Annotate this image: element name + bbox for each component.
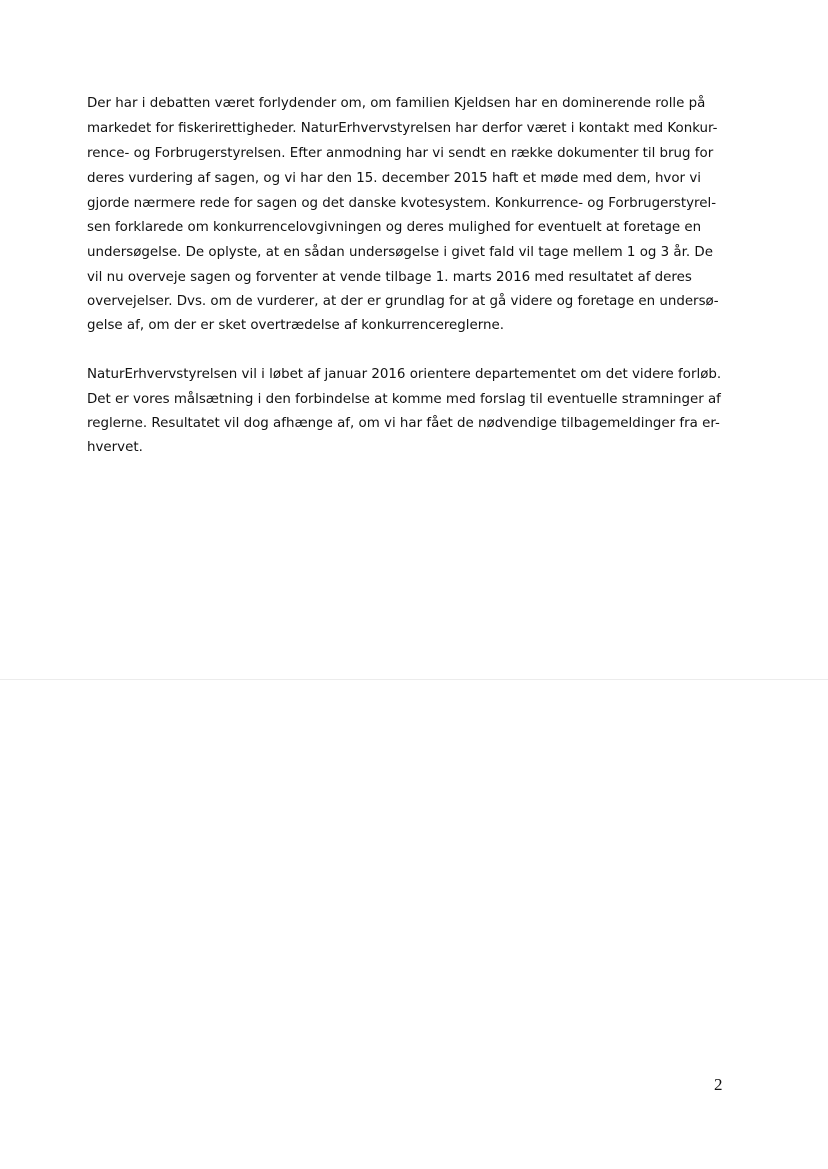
text-line: gjorde nærmere rede for sagen og det danske kvotesystem. Konkurrence- og Forbrugerstyrel- — [87, 196, 717, 211]
text-line: reglerne. Resultatet vil dog afhænge af, om vi har fået de nødvendige tilbagemeldinger fra er- — [87, 416, 720, 431]
text-line: undersøgelse. De oplyste, at en sådan undersøgelse i givet fald vil tage mellem 1 og 3 år. De — [87, 245, 713, 260]
page-number: 2 — [714, 1075, 723, 1094]
text-line: Der har i debatten været forlydender om, om familien Kjeldsen har en dominerende rolle på — [87, 96, 706, 111]
text-line: markedet for fiskerirettigheder. NaturErhvervstyrelsen har derfor været i kontakt med Konkur- — [87, 121, 718, 136]
text-line: vil nu overveje sagen og forventer at vende tilbage 1. marts 2016 med resultatet af deres — [87, 270, 692, 285]
text-line: deres vurdering af sagen, og vi har den 15. december 2015 haft et møde med dem, hvor vi — [87, 171, 701, 186]
text-line: gelse af, om der er sket overtrædelse af konkurrencereglerne. — [87, 318, 504, 333]
text-line: overvejelser. Dvs. om de vurderer, at der er grundlag for at gå videre og foretage en undersø- — [87, 294, 719, 309]
text-line: Det er vores målsætning i den forbindelse at komme med forslag til eventuelle stramninger af — [87, 392, 721, 407]
text-line: NaturErhvervstyrelsen vil i løbet af januar 2016 orientere departementet om det videre forløb. — [87, 367, 722, 382]
text-line: sen forklarede om konkurrencelovgivningen og deres mulighed for eventuelt at foretage en — [87, 220, 702, 235]
text-line: rence- og Forbrugerstyrelsen. Efter anmodning har vi sendt en række dokumenter til brug for — [87, 146, 714, 161]
scan-artifact-line — [0, 679, 828, 680]
text-line: hvervet. — [87, 440, 143, 455]
